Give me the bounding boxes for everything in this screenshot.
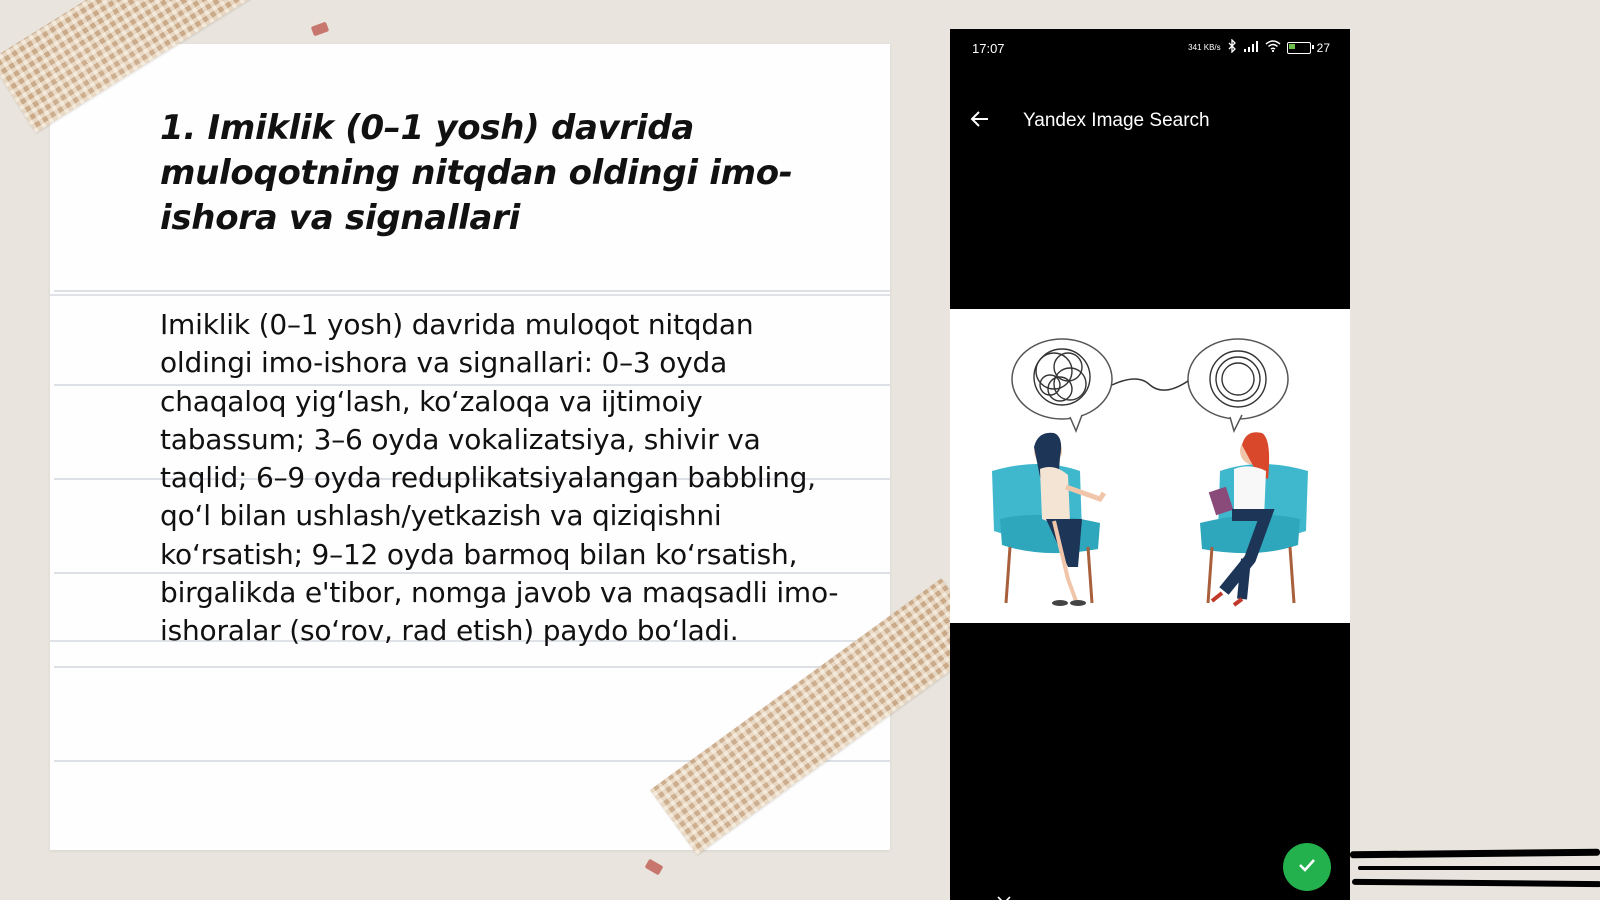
therapy-illustration xyxy=(950,309,1350,623)
wifi-icon xyxy=(1265,40,1281,55)
tape-pin xyxy=(311,22,329,37)
search-result-image[interactable] xyxy=(950,309,1350,623)
battery-icon xyxy=(1287,42,1311,54)
back-arrow-icon[interactable] xyxy=(968,107,992,131)
app-top-bar xyxy=(950,97,1350,147)
brush-stroke xyxy=(1358,866,1600,870)
battery-percent: 27 xyxy=(1316,40,1330,55)
paper-rule xyxy=(54,290,890,292)
phone-screenshot xyxy=(950,29,1350,900)
status-time: 17:07 xyxy=(972,41,1005,56)
net-speed: 341 KB/s xyxy=(1188,42,1221,52)
brush-stroke xyxy=(1350,849,1600,859)
chevron-down-icon[interactable] xyxy=(996,890,1012,900)
check-icon xyxy=(1295,853,1319,881)
status-icons xyxy=(1188,39,1330,56)
bluetooth-icon xyxy=(1227,39,1237,56)
confirm-button[interactable] xyxy=(1283,843,1331,891)
signal-icon xyxy=(1243,40,1259,55)
status-bar xyxy=(950,29,1350,67)
slide-body-text: Imiklik (0–1 yosh) davrida muloqot nitqdan oldingi imo-ishora va signallari: 0–3 oyda chaqaloq yig‘lash, ko‘zaloqa va ijtimoiy tabassum; 3–6 oyda vokalizatsiya, shivir va taqlid; 6–9 oyda reduplikatsiyalangan babbling, qo‘l bilan ushlash/yetkazish va qiziqishni ko‘rsatish; 9–12 oyda barmoq bilan ko‘rsatish, birgalikda e'tibor, nomga javob va maqsadli imo-ishoralar (so‘rov, rad etish) paydo bo‘ladi. xyxy=(160,308,839,648)
brush-stroke xyxy=(1352,879,1600,887)
paper-rule xyxy=(54,666,890,668)
app-title: Yandex Image Search xyxy=(1023,110,1210,131)
tape-pin xyxy=(645,859,664,876)
slide-title: 1. Imiklik (0–1 yosh) davrida muloqotning nitqdan oldingi imo-ishora va signallari xyxy=(160,108,793,238)
